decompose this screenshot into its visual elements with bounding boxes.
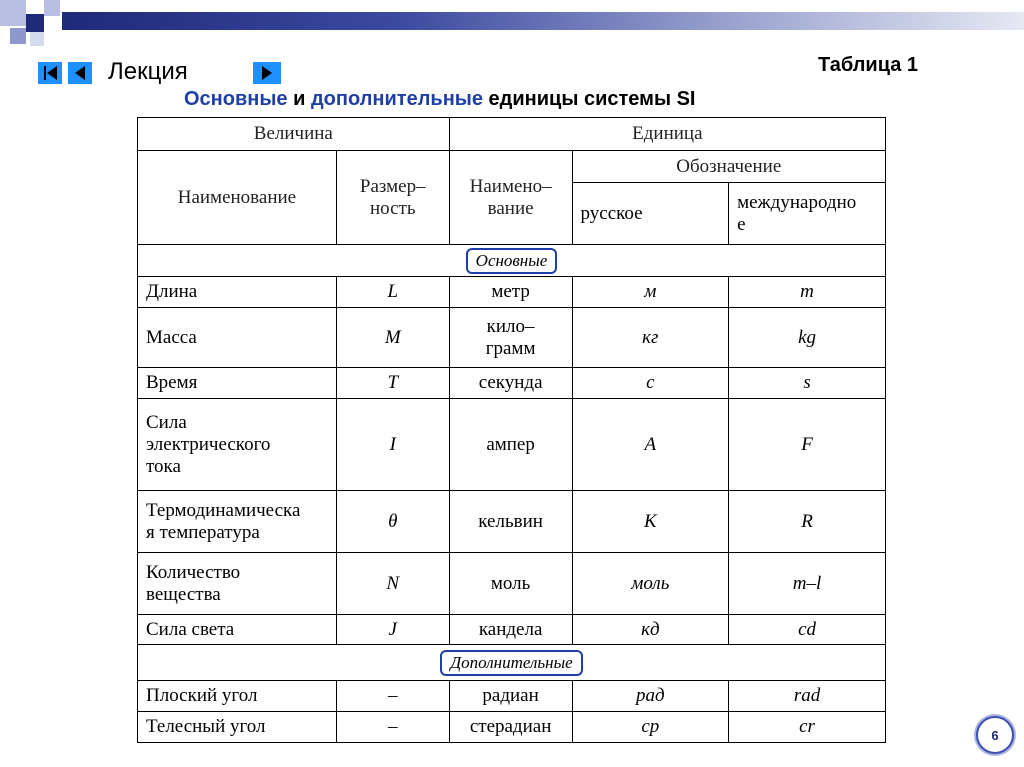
cell-international: F <box>729 399 886 491</box>
page-title <box>184 88 696 111</box>
cell-unit <box>449 308 572 368</box>
cell-dimension: T <box>336 368 449 399</box>
cell-dimension: N <box>336 553 449 615</box>
cell-russian: ср <box>572 712 729 743</box>
header-international-line: е <box>737 213 746 235</box>
table-row <box>138 553 886 615</box>
section-row <box>138 245 886 277</box>
decor-square <box>44 0 60 16</box>
decor-square <box>0 0 26 26</box>
header-quantity: Величина <box>138 118 450 151</box>
header-dimension <box>336 151 449 245</box>
header-unit-name-line: Наимено– <box>469 175 552 197</box>
cell-name-line: электрического <box>146 433 271 455</box>
lecture-label: Лекция <box>108 58 188 85</box>
title-part-rest: единицы системы SI <box>488 88 696 110</box>
cell-dimension: L <box>336 277 449 308</box>
cell-international: m–l <box>729 553 886 615</box>
title-part-and: и <box>293 88 306 110</box>
decor-square <box>10 28 26 44</box>
cell-name <box>138 399 337 491</box>
header-unit-name <box>449 151 572 245</box>
cell-russian: рад <box>572 681 729 712</box>
section-extra-label: Дополнительные <box>440 650 582 676</box>
cell-name: Сила света <box>138 615 337 645</box>
cell-name: Телесный угол <box>138 712 337 743</box>
arrow-left-icon <box>75 66 85 80</box>
cell-unit: метр <box>449 277 572 308</box>
cell-unit-line: кило– <box>486 315 535 337</box>
cell-name-line: тока <box>146 455 181 477</box>
cell-name: Время <box>138 368 337 399</box>
decor-square <box>26 14 44 32</box>
table-row <box>138 491 886 553</box>
arrow-right-icon <box>262 66 272 80</box>
cell-dimension: θ <box>336 491 449 553</box>
next-slide-button[interactable] <box>253 62 281 84</box>
header-name: Наименование <box>138 151 337 245</box>
cell-unit: кельвин <box>449 491 572 553</box>
header-unit: Единица <box>449 118 885 151</box>
first-icon <box>47 66 57 80</box>
table-header-row <box>138 151 886 183</box>
cell-name-line: Сила <box>146 411 187 433</box>
cell-dimension: J <box>336 615 449 645</box>
cell-russian: кг <box>572 308 729 368</box>
title-part-basic: Основные <box>184 88 288 110</box>
header-decor-bar <box>62 12 1024 30</box>
cell-russian: А <box>572 399 729 491</box>
table-row <box>138 712 886 743</box>
section-basic-cell <box>138 245 886 277</box>
header-international-line: международно <box>737 191 857 213</box>
cell-name-line: я температура <box>146 521 260 543</box>
header-unit-name-line: вание <box>487 197 534 219</box>
cell-international: rad <box>729 681 886 712</box>
cell-russian: К <box>572 491 729 553</box>
cell-name: Масса <box>138 308 337 368</box>
cell-russian: моль <box>572 553 729 615</box>
cell-name: Плоский угол <box>138 681 337 712</box>
first-slide-button[interactable] <box>38 62 62 84</box>
table-number: Таблица 1 <box>818 54 919 76</box>
cell-russian: м <box>572 277 729 308</box>
cell-russian: кд <box>572 615 729 645</box>
cell-international: cr <box>729 712 886 743</box>
table-row <box>138 277 886 308</box>
cell-international: R <box>729 491 886 553</box>
cell-unit: секунда <box>449 368 572 399</box>
header-dimension-line: Размер– <box>359 175 426 197</box>
cell-name-line: Количество <box>146 561 241 583</box>
cell-unit: радиан <box>449 681 572 712</box>
table-header-row <box>138 118 886 151</box>
cell-international: m <box>729 277 886 308</box>
cell-name-line: вещества <box>146 583 221 605</box>
header-dimension-line: ность <box>369 197 416 219</box>
section-extra-cell <box>138 645 886 681</box>
page-number-badge: 6 <box>976 716 1014 754</box>
cell-unit: моль <box>449 553 572 615</box>
table-row <box>138 615 886 645</box>
cell-dimension: – <box>336 681 449 712</box>
cell-dimension: M <box>336 308 449 368</box>
section-row <box>138 645 886 681</box>
cell-unit: ампер <box>449 399 572 491</box>
decor-square <box>30 32 44 46</box>
table-row <box>138 681 886 712</box>
si-units-table <box>137 117 886 743</box>
cell-international: kg <box>729 308 886 368</box>
table-row <box>138 368 886 399</box>
cell-dimension: – <box>336 712 449 743</box>
first-icon-bar <box>44 66 46 80</box>
section-basic-label: Основные <box>466 248 558 274</box>
cell-dimension: I <box>336 399 449 491</box>
table-row <box>138 308 886 368</box>
cell-unit-line: грамм <box>485 337 536 359</box>
cell-unit: стерадиан <box>449 712 572 743</box>
cell-international: cd <box>729 615 886 645</box>
header-russian: русское <box>572 183 729 245</box>
cell-name <box>138 491 337 553</box>
previous-slide-button[interactable] <box>68 62 92 84</box>
cell-unit: кандела <box>449 615 572 645</box>
table-row <box>138 399 886 491</box>
cell-name-line: Термодинамическа <box>146 499 301 521</box>
cell-international: s <box>729 368 886 399</box>
title-part-extra: дополнительные <box>310 88 483 110</box>
cell-name <box>138 553 337 615</box>
cell-name: Длина <box>138 277 337 308</box>
header-international <box>729 183 886 245</box>
cell-russian: с <box>572 368 729 399</box>
header-designation: Обозначение <box>572 151 885 183</box>
